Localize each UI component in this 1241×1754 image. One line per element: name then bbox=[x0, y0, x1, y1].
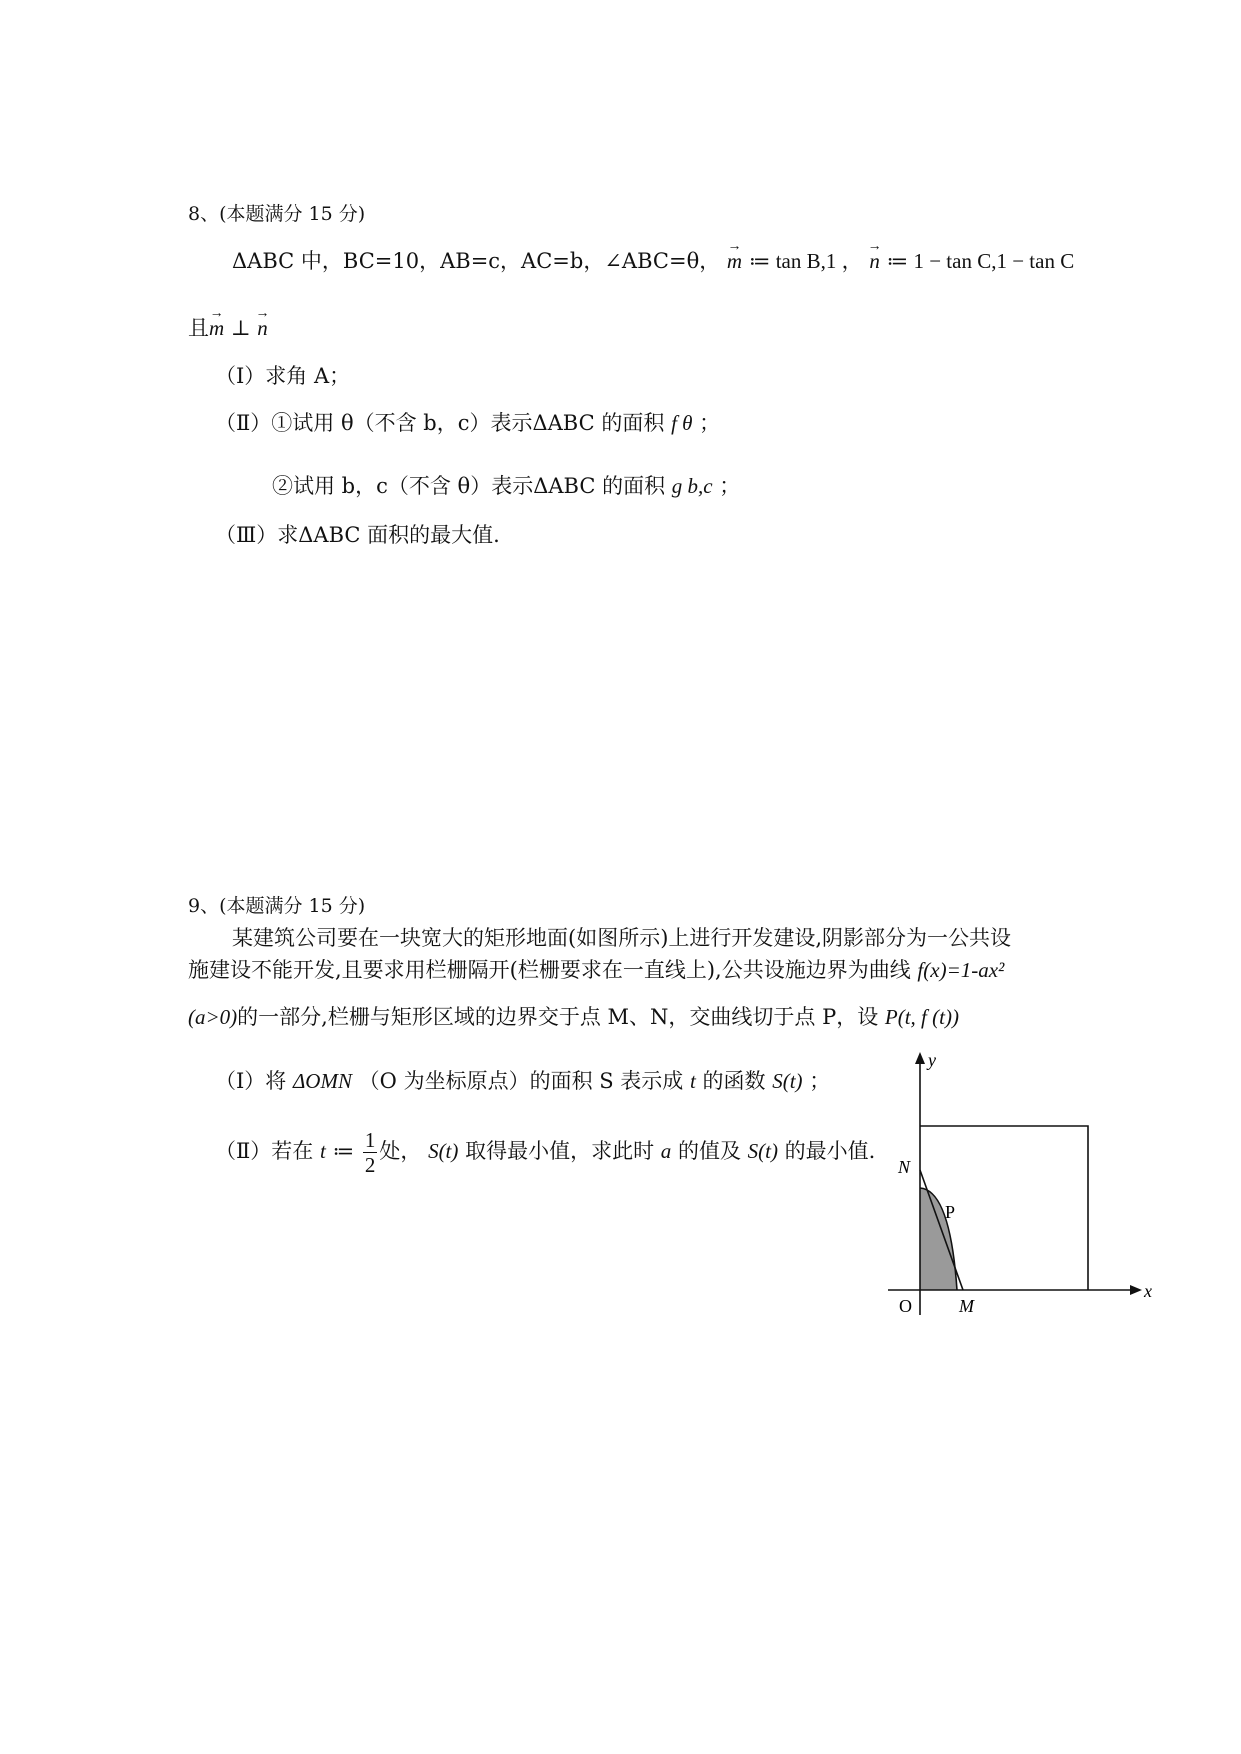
q8-part2a bbox=[215, 410, 720, 436]
label-m: M bbox=[959, 1296, 974, 1316]
q9-point-p: P(t, f (t)) bbox=[884, 1005, 959, 1029]
q9-para2-text: 施建设不能开发,且要求用栏栅隔开(栏栅要求在一直线上),公共设施边界为曲线 bbox=[188, 958, 918, 982]
q9-part1-suffix: ； bbox=[809, 1069, 831, 1093]
q9-part2-mid3: 的值及 bbox=[677, 1139, 741, 1163]
q9-part2-eq: ≔ bbox=[325, 1139, 361, 1163]
q9-para1: 某建筑公司要在一块宽大的矩形地面(如图所示)上进行开发建设,阴影部分为一公共设 bbox=[232, 926, 1012, 950]
q9-curve-formula: f(x)=1-ax² bbox=[917, 958, 1005, 982]
q9-var-t: t bbox=[690, 1069, 696, 1093]
q8-line1-m-expr: ≔ tan B,1 ， bbox=[748, 249, 863, 273]
q9-part2 bbox=[215, 1128, 875, 1177]
vector-m: → m bbox=[727, 248, 742, 274]
q8-part3: （Ⅲ）求ΔABC 面积的最大值. bbox=[215, 523, 500, 547]
q9-part2-prefix: （Ⅱ）若在 bbox=[215, 1139, 314, 1163]
label-y: y bbox=[928, 1050, 936, 1070]
q9-part2-t: t bbox=[319, 1139, 326, 1163]
perpendicular-symbol: ⊥ bbox=[224, 316, 258, 340]
label-p: P bbox=[945, 1202, 956, 1222]
q8-line1-intro: ΔABC 中，BC=10，AB=c，AC=b，∠ABC=θ， bbox=[232, 249, 721, 273]
q8-part2b-suffix: ； bbox=[719, 474, 741, 498]
q9-para3 bbox=[188, 1004, 959, 1030]
q8-heading: 8、(本题满分 15 分) bbox=[188, 203, 366, 225]
label-o: O bbox=[899, 1296, 912, 1316]
fraction-denominator: 2 bbox=[364, 1153, 376, 1177]
q8-line1 bbox=[232, 248, 1074, 274]
q9-part2-a: a bbox=[660, 1139, 672, 1163]
q9-condition: (a>0) bbox=[188, 1005, 238, 1029]
vector-n-2: → n bbox=[257, 315, 268, 341]
q8-line2 bbox=[188, 315, 268, 341]
q8-part2a-prefix: （Ⅱ）①试用 θ（不含 b，c）表示ΔABC 的面积 bbox=[215, 411, 665, 435]
q9-part1-prefix: （Ⅰ）将 bbox=[215, 1069, 287, 1093]
q9-figure-svg bbox=[870, 1050, 1170, 1320]
q9-part2-func: S(t) bbox=[428, 1139, 459, 1163]
q8-part2a-expr: f θ bbox=[671, 411, 693, 435]
label-n: N bbox=[898, 1157, 911, 1177]
vector-n: → n bbox=[869, 248, 880, 274]
q9-part2-suffix: 的最小值. bbox=[784, 1139, 876, 1163]
vector-m-2: → m bbox=[209, 315, 224, 341]
q9-part2-mid2: 取得最小值，求此时 bbox=[465, 1139, 655, 1163]
q9-para3-text: 的一部分,栏栅与矩形区域的边界交于点 M、N，交曲线切于点 P，设 bbox=[237, 1005, 885, 1029]
q8-part2b-prefix: ②试用 b，c（不含 θ）表示ΔABC 的面积 bbox=[272, 474, 666, 498]
q9-part1 bbox=[215, 1068, 830, 1094]
q8-part2b-expr: g b,c bbox=[671, 474, 713, 498]
y-axis-arrow bbox=[915, 1052, 925, 1064]
q8-line2-prefix: 且 bbox=[188, 316, 209, 340]
q9-part2-func2: S(t) bbox=[747, 1139, 778, 1163]
q8-part2a-suffix: ； bbox=[699, 411, 721, 435]
label-x: x bbox=[1144, 1281, 1152, 1301]
q8-part1: （Ⅰ）求角 A； bbox=[215, 364, 351, 388]
fraction-numerator: 1 bbox=[364, 1128, 376, 1152]
q9-figure bbox=[870, 1050, 1170, 1320]
q9-para2 bbox=[188, 957, 1004, 983]
q9-part2-mid: 处， bbox=[379, 1139, 422, 1163]
x-axis-arrow bbox=[1130, 1285, 1142, 1295]
q9-part1-mid: （O 为坐标原点）的面积 S 表示成 bbox=[358, 1069, 684, 1093]
q9-func-s: S(t) bbox=[772, 1069, 803, 1093]
q9-part1-mid2: 的函数 bbox=[702, 1069, 766, 1093]
q8-part2b bbox=[272, 473, 740, 499]
fraction-one-half bbox=[363, 1128, 378, 1177]
q9-heading: 9、(本题满分 15 分) bbox=[188, 895, 366, 917]
q8-line1-n-expr: ≔ 1 − tan C,1 − tan C bbox=[886, 249, 1075, 273]
q9-triangle: ΔOMN bbox=[292, 1069, 352, 1093]
